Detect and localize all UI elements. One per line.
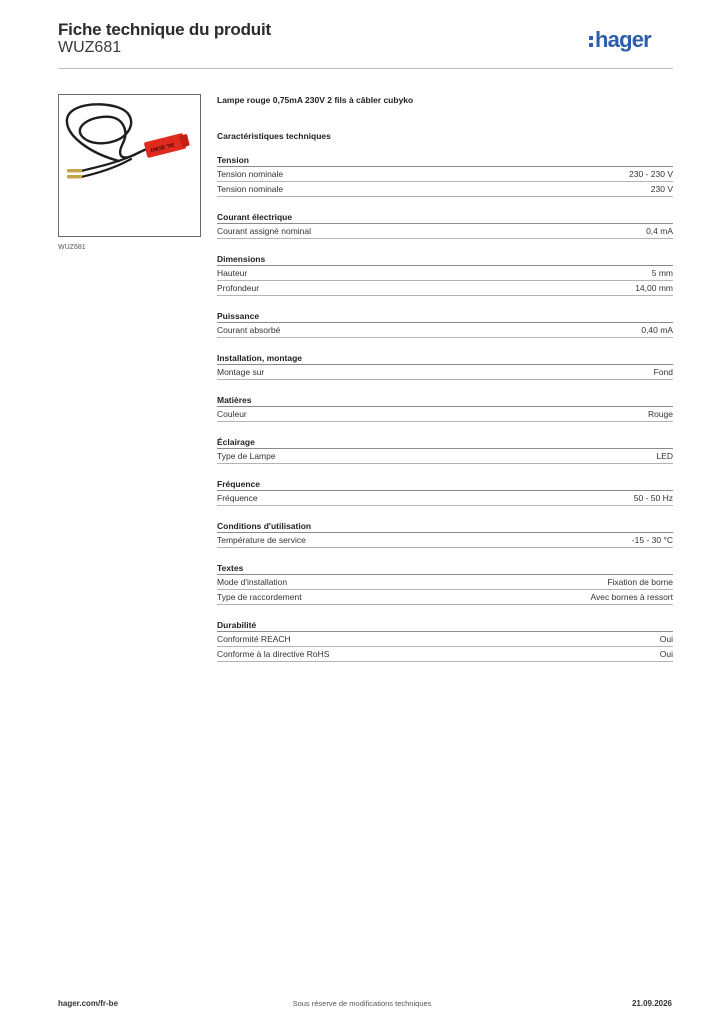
spec-group-frequence xyxy=(217,478,673,506)
lamp-label: DIESE TIE xyxy=(150,142,176,154)
spec-value: 50 - 50 Hz xyxy=(633,493,673,503)
spec-group-courant-electrique xyxy=(217,211,673,239)
group-title: Puissance xyxy=(217,310,673,323)
footer-website-link[interactable]: hager.com/fr-be xyxy=(58,999,119,1008)
specs-heading: Caractéristiques techniques xyxy=(217,131,331,141)
group-title: Installation, montage xyxy=(217,352,673,365)
spec-row xyxy=(217,323,673,338)
spec-value: LED xyxy=(656,451,673,461)
header-divider xyxy=(58,68,673,69)
spec-label: Profondeur xyxy=(217,283,260,293)
spec-value: 0,4 mA xyxy=(646,226,673,236)
group-title: Fréquence xyxy=(217,478,673,491)
spec-value: Oui xyxy=(659,634,673,644)
spec-row xyxy=(217,281,673,296)
spec-row xyxy=(217,365,673,380)
spec-group-matieres xyxy=(217,394,673,422)
spec-value: Fixation de borne xyxy=(607,577,673,587)
spec-value: Oui xyxy=(659,649,673,659)
group-title: Durabilité xyxy=(217,619,673,632)
spec-group-dimensions xyxy=(217,253,673,296)
group-title: Éclairage xyxy=(217,436,673,449)
page-title: Fiche technique du produit xyxy=(58,20,271,39)
spec-label: Tension nominale xyxy=(217,169,284,179)
spec-group-textes xyxy=(217,562,673,605)
spec-value: 230 - 230 V xyxy=(629,169,673,179)
spec-row xyxy=(217,449,673,464)
group-title: Tension xyxy=(217,154,673,167)
spec-label: Température de service xyxy=(217,535,306,545)
spec-value: 230 V xyxy=(650,184,673,194)
hager-logo xyxy=(588,24,674,58)
group-title: Conditions d'utilisation xyxy=(217,520,673,533)
product-description: Lampe rouge 0,75mA 230V 2 fils à câbler cubyko xyxy=(217,95,414,105)
spec-row xyxy=(217,182,673,197)
spec-row xyxy=(217,533,673,548)
spec-group-conditions xyxy=(217,520,673,548)
spec-label: Montage sur xyxy=(217,367,265,377)
spec-row xyxy=(217,407,673,422)
spec-label: Type de Lampe xyxy=(217,451,276,461)
spec-label: Fréquence xyxy=(217,493,258,503)
spec-value: Rouge xyxy=(647,409,673,419)
spec-row xyxy=(217,590,673,605)
spec-value: -15 - 30 °C xyxy=(631,535,673,545)
group-title: Textes xyxy=(217,562,673,575)
spec-label: Conforme à la directive RoHS xyxy=(217,649,330,659)
spec-label: Couleur xyxy=(217,409,247,419)
spec-row xyxy=(217,491,673,506)
spec-label: Tension nominale xyxy=(217,184,284,194)
spec-row xyxy=(217,224,673,239)
spec-sheet xyxy=(217,94,673,662)
spec-value: 0,40 mA xyxy=(641,325,673,335)
spec-label: Courant absorbé xyxy=(217,325,281,335)
logo-text: hager xyxy=(595,27,651,52)
spec-group-eclairage xyxy=(217,436,673,464)
group-title: Dimensions xyxy=(217,253,673,266)
spec-value: 5 mm xyxy=(651,268,673,278)
spec-group-durabilite xyxy=(217,619,673,662)
spec-group-tension xyxy=(217,154,673,197)
spec-group-installation xyxy=(217,352,673,380)
group-title: Courant électrique xyxy=(217,211,673,224)
product-reference: WUZ681 xyxy=(58,39,122,56)
spec-row xyxy=(217,575,673,590)
spec-value: 14,00 mm xyxy=(635,283,673,293)
footer-date: 21.09.2026 xyxy=(631,999,672,1008)
group-title: Matières xyxy=(217,394,673,407)
footer-disclaimer: Sous réserve de modifications techniques xyxy=(292,999,432,1008)
spec-label: Type de raccordement xyxy=(217,592,302,602)
spec-row xyxy=(217,647,673,662)
spec-value: Avec bornes à ressort xyxy=(590,592,673,602)
spec-row xyxy=(217,167,673,182)
spec-label: Courant assigné nominal xyxy=(217,226,312,236)
spec-value: Fond xyxy=(653,367,673,377)
image-caption: WUZ681 xyxy=(58,244,86,251)
spec-row xyxy=(217,632,673,647)
spec-row xyxy=(217,266,673,281)
spec-label: Conformité REACH xyxy=(217,634,291,644)
spec-label: Hauteur xyxy=(217,268,248,278)
spec-group-puissance xyxy=(217,310,673,338)
product-image xyxy=(58,94,201,237)
spec-label: Mode d'installation xyxy=(217,577,288,587)
